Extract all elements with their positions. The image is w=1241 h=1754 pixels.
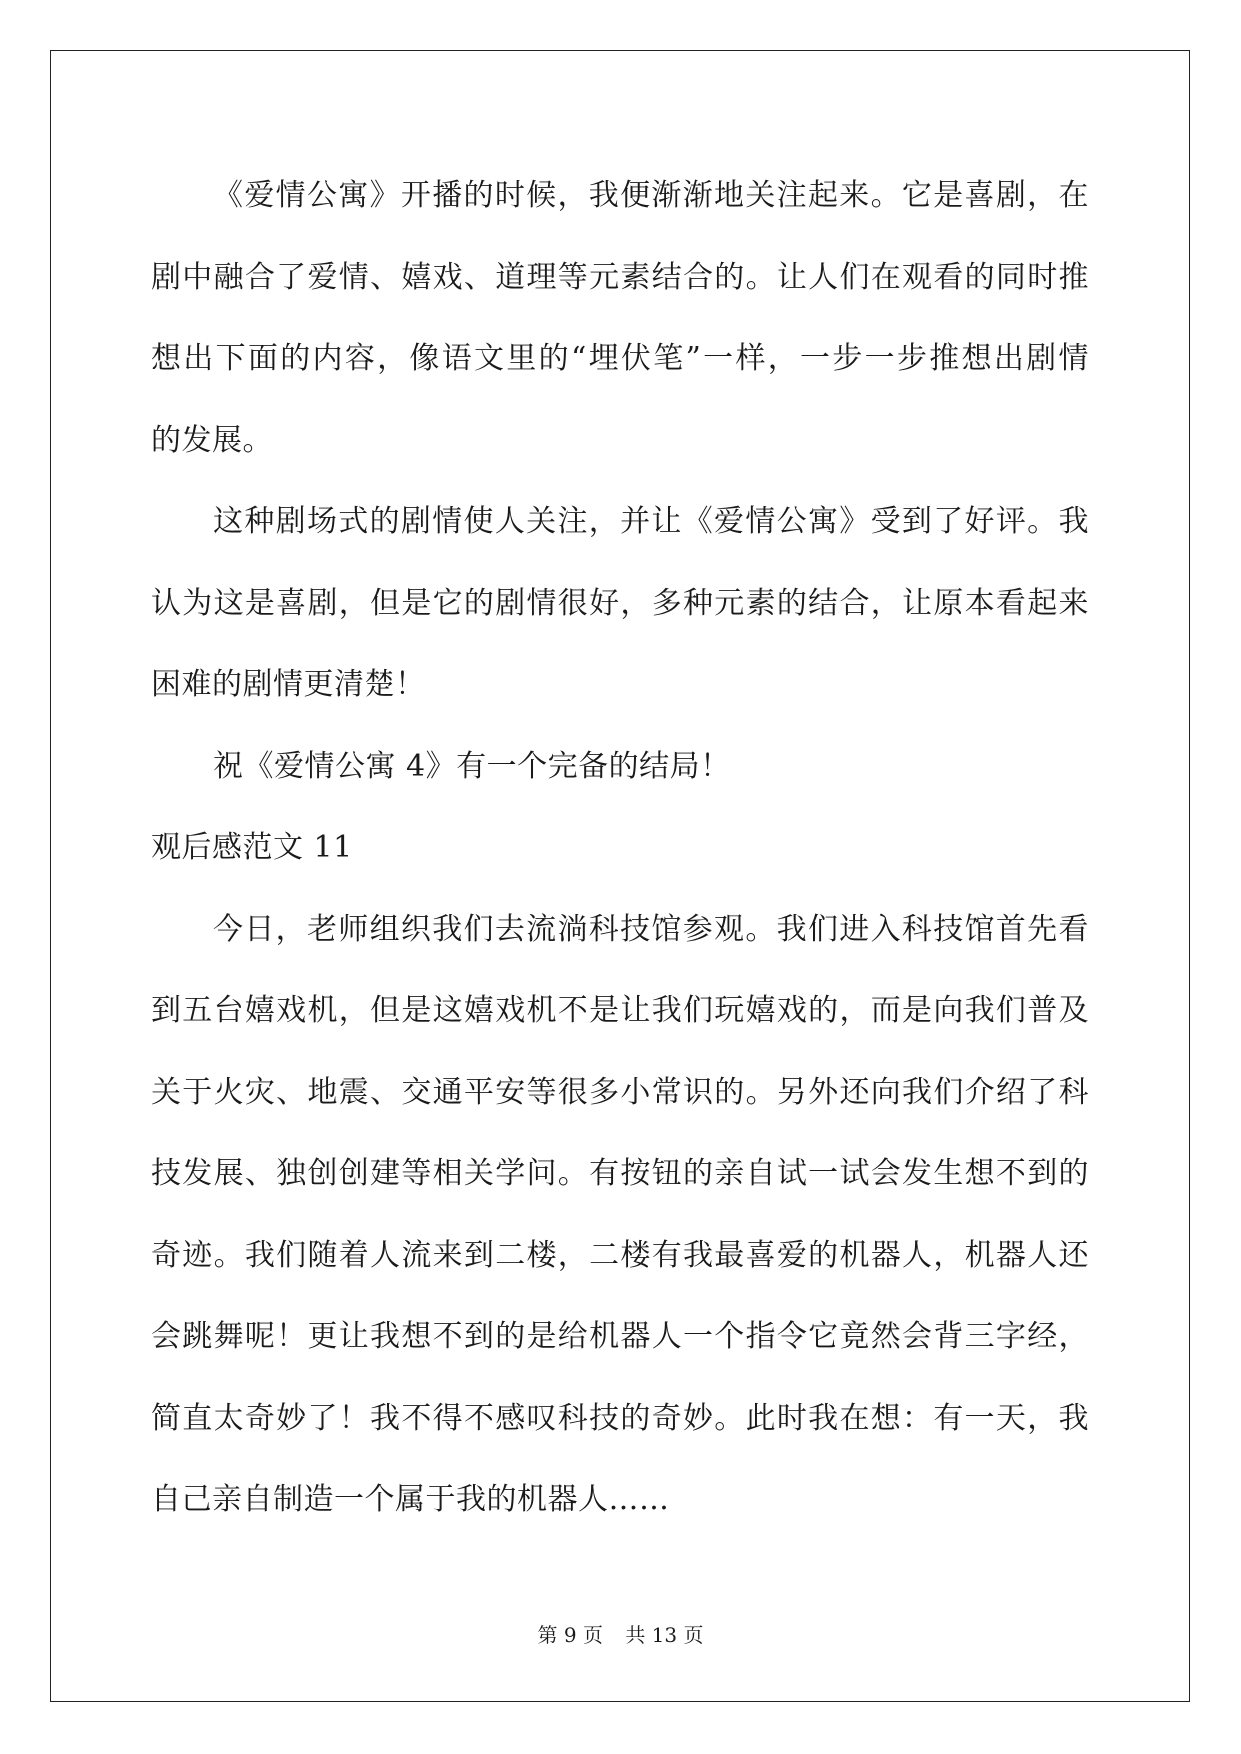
paragraph-2-line-1: 这种剧场式的剧情使人关注，并让《爱情公寓》受到了好评。我 <box>213 504 1089 539</box>
paragraph-4-line-2: 到五台嬉戏机，但是这嬉戏机不是让我们玩嬉戏的，而是向我们普及 <box>151 993 1089 1028</box>
paragraph-1-line-4: 的发展。 <box>151 422 273 458</box>
section-heading: 观后感范文 11 <box>151 830 353 865</box>
paragraph-3-line-1: 祝《爱情公寓 4》有一个完备的结局！ <box>213 748 731 784</box>
paragraph-4-line-8: 自己亲自制造一个属于我的机器人…… <box>151 1482 670 1517</box>
paragraph-4-line-7: 简直太奇妙了！我不得不感叹科技的奇妙。此时我在想：有一天，我 <box>151 1400 1089 1436</box>
paragraph-4-line-5: 奇迹。我们随着人流来到二楼，二楼有我最喜爱的机器人，机器人还 <box>151 1237 1089 1273</box>
paragraph-2-line-3: 困难的剧情更清楚！ <box>151 667 426 702</box>
paragraph-4-line-6: 会跳舞呢！更让我想不到的是给机器人一个指令它竟然会背三字经， <box>151 1319 1089 1354</box>
paragraph-1-line-3: 想出下面的内容，像语文里的“埋伏笔”一样，一步一步推想出剧情 <box>151 341 1089 376</box>
document-body <box>151 155 1089 1541</box>
page-number: 第 9 页 <box>537 1623 603 1647</box>
paragraph-4-line-1: 今日，老师组织我们去流淌科技馆参观。我们进入科技馆首先看 <box>213 911 1089 947</box>
paragraph-4-line-4: 技发展、独创创建等相关学问。有按钮的亲自试一试会发生想不到的 <box>151 1156 1089 1191</box>
paragraph-2-line-2: 认为这是喜剧，但是它的剧情很好，多种元素的结合，让原本看起来 <box>151 585 1089 621</box>
paragraph-4-line-3: 关于火灾、地震、交通平安等很多小常识的。另外还向我们介绍了科 <box>151 1074 1089 1110</box>
paragraph-1-line-1: 《爱情公寓》开播的时候，我便渐渐地关注起来。它是喜剧，在 <box>213 178 1089 213</box>
paragraph-1-line-2: 剧中融合了爱情、嬉戏、道理等元素结合的。让人们在观看的同时推 <box>151 259 1089 295</box>
page-footer <box>0 1619 1241 1648</box>
page-total: 共 13 页 <box>625 1623 704 1647</box>
